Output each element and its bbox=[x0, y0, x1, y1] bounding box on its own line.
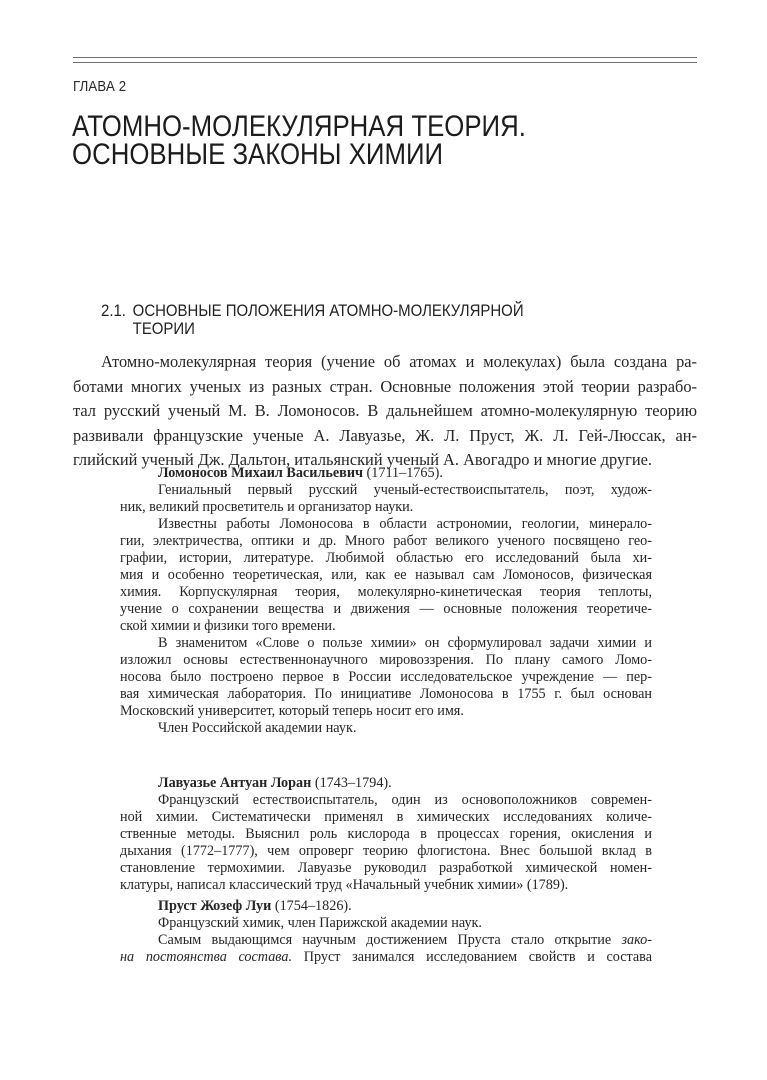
bio-name: Лавуазье Антуан Лоран bbox=[158, 775, 312, 791]
bio-proust bbox=[120, 898, 652, 966]
bio-heading bbox=[120, 465, 652, 482]
header-rule-top bbox=[73, 57, 697, 58]
text-line: изложил основы естественнонаучного мировоззрения. По плану самого Ломо- bbox=[120, 652, 652, 668]
text-line: В знаменитом «Слове о пользе химии» он сформулировал задачи химии и bbox=[158, 635, 652, 651]
italic-term: на постоянства состава. bbox=[120, 949, 293, 965]
text-line: Известны работы Ломоносова в области астрономии, геологии, минерало- bbox=[158, 516, 652, 532]
intro-paragraph bbox=[73, 350, 697, 473]
text-run: Пруст занимался исследованием свойств и состава bbox=[292, 949, 652, 965]
section-title-line-1: ОСНОВНЫЕ ПОЛОЖЕНИЯ АТОМНО-МОЛЕКУЛЯРНОЙ bbox=[132, 301, 524, 320]
text-line: Французский естествоиспытатель, один из основоположников современ- bbox=[158, 792, 652, 808]
chapter-label: ГЛАВА 2 bbox=[73, 78, 127, 95]
chapter-title bbox=[72, 110, 526, 171]
text-line bbox=[120, 932, 652, 949]
text-line bbox=[120, 949, 652, 966]
text-line: глийский ученый Дж. Дальтон, итальянский ученый А. Авогадро и многие другие. bbox=[73, 450, 653, 470]
text-line: Атомно-молекулярная теория (учение об атомах и молекулах) была создана ра- bbox=[101, 352, 697, 371]
text-line: Французский химик, член Парижской академии наук. bbox=[158, 915, 482, 931]
bio-heading bbox=[120, 898, 652, 915]
header-rule-bottom bbox=[73, 62, 697, 63]
text-line: клатуры, написал классический труд «Начальный учебник химии» (1789). bbox=[120, 877, 569, 893]
chapter-title-line-1: АТОМНО-МОЛЕКУЛЯРНАЯ ТЕОРИЯ. bbox=[72, 110, 526, 143]
bio-name: Пруст Жозеф Луи bbox=[158, 898, 272, 914]
text-line: Московский университет, который теперь носит его имя. bbox=[120, 703, 464, 719]
section-heading bbox=[101, 302, 524, 338]
section-number: 2.1. bbox=[101, 301, 126, 320]
text-line: становление термохимии. Лавуазье руководил разработкой химической номен- bbox=[120, 860, 652, 876]
text-line: Член Российской академии наук. bbox=[158, 720, 357, 736]
text-line: учение о сохранении вещества и движения — основные положения теоретиче- bbox=[120, 601, 652, 617]
text-line: носова было построено первое в России исследовательское учреждение — пер- bbox=[120, 669, 652, 685]
bio-lavoisier bbox=[120, 775, 652, 894]
text-line: ской химии и физики того времени. bbox=[120, 618, 336, 634]
text-line: графии, истории, литературе. Любимой областью его исследований была хи- bbox=[120, 550, 652, 566]
text-line: Гениальный первый русский ученый-естествоиспытатель, поэт, худож- bbox=[158, 482, 652, 498]
bio-lomonosov bbox=[120, 465, 652, 737]
bio-years: (1754–1826). bbox=[271, 898, 352, 914]
bio-years: (1743–1794). bbox=[311, 775, 392, 791]
text-line: тал русский ученый М. В. Ломоносов. В дальнейшем атомно-молекулярную теорию bbox=[73, 401, 697, 421]
chapter-title-line-2: ОСНОВНЫЕ ЗАКОНЫ ХИМИИ bbox=[72, 138, 444, 171]
text-line: ственные методы. Выяснил роль кислорода в процессах горения, окисления и bbox=[120, 826, 652, 842]
bio-years: (1711–1765). bbox=[363, 465, 443, 481]
text-line: ник, великий просветитель и организатор науки. bbox=[120, 499, 414, 515]
bio-heading bbox=[120, 775, 652, 792]
bio-name: Ломоносов Михаил Васильевич bbox=[158, 465, 363, 481]
text-line: гии, электричества, оптики и др. Много работ великого ученого посвящено гео- bbox=[120, 533, 652, 549]
section-title-line-2: ТЕОРИИ bbox=[132, 319, 195, 338]
text-line: развивали французские ученые А. Лавуазье, Ж. Л. Пруст, Ж. Л. Гей-Люссак, ан- bbox=[73, 425, 697, 445]
text-run: Самым выдающимся научным достижением Пруста стало открытие bbox=[158, 932, 622, 948]
text-line: ной химии. Систематически применял в химических исследованиях количе- bbox=[120, 809, 652, 825]
text-line: химия. Корпускулярная теория, молекулярно-кинетическая теория теплоты, bbox=[120, 584, 652, 600]
italic-term: зако- bbox=[621, 932, 652, 948]
text-line: дыхания (1772–1777), чем опроверг теорию флогистона. Внес большой вклад в bbox=[120, 843, 652, 859]
text-line: мия и особенно теоретическая, или, как ее называл сам Ломоносов, физическая bbox=[120, 567, 652, 583]
text-line: ботами многих ученых из разных стран. Основные положения этой теории разрабо- bbox=[73, 376, 697, 396]
text-line: вая химическая лаборатория. По инициативе Ломоносова в 1755 г. был основан bbox=[120, 686, 652, 702]
